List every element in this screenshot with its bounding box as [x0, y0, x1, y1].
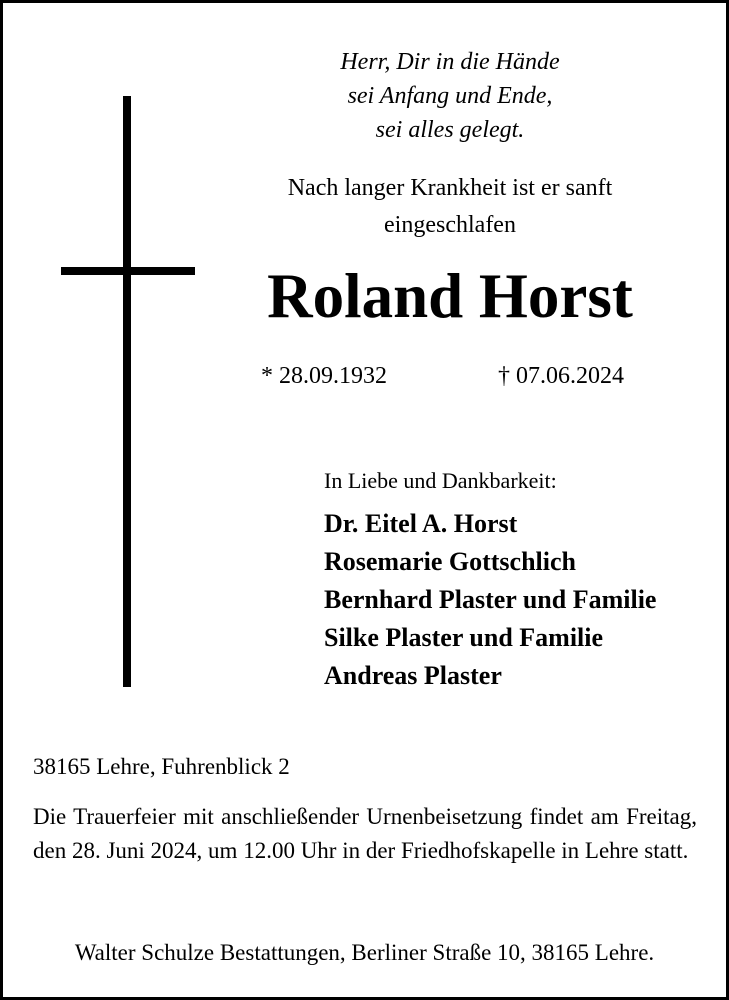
- mourner-name: Rosemarie Gottschlich: [324, 547, 577, 576]
- passing-announcement: [250, 170, 650, 244]
- verse-line: sei Anfang und Ende,: [347, 83, 553, 109]
- cross-symbol-vertical-bar: [123, 96, 131, 687]
- verse-line: Herr, Dir in die Hände: [340, 49, 560, 75]
- deceased-name: Roland Horst: [267, 261, 633, 331]
- mourner-name: Bernhard Plaster und Familie: [324, 585, 657, 614]
- mourner-name: Silke Plaster und Familie: [324, 623, 604, 652]
- mourners-list: [324, 505, 656, 695]
- mourner-name: Dr. Eitel A. Horst: [324, 509, 518, 538]
- verse-line: sei alles gelegt.: [375, 117, 525, 143]
- announcement-line: Nach langer Krankheit ist er sanft: [287, 175, 613, 201]
- mourner-name: Andreas Plaster: [324, 661, 502, 690]
- cross-symbol-horizontal-bar: [61, 267, 195, 275]
- birth-date: * 28.09.1932: [261, 363, 387, 389]
- announcement-line: eingeschlafen: [384, 212, 516, 238]
- funeral-ceremony-info: Die Trauerfeier mit anschließender Urnenbeisetzung findet am Freitag, den 28. Juni 2024, um 12.00 Uhr in der Friedhofskapelle in Lehre statt.: [33, 804, 697, 863]
- mourners-heading: In Liebe und Dankbarkeit:: [324, 468, 557, 493]
- family-address: 38165 Lehre, Fuhrenblick 2: [33, 754, 290, 779]
- bible-verse: [300, 45, 600, 147]
- death-date: † 07.06.2024: [498, 363, 624, 389]
- undertaker-info: Walter Schulze Bestattungen, Berliner Straße 10, 38165 Lehre.: [74, 940, 655, 965]
